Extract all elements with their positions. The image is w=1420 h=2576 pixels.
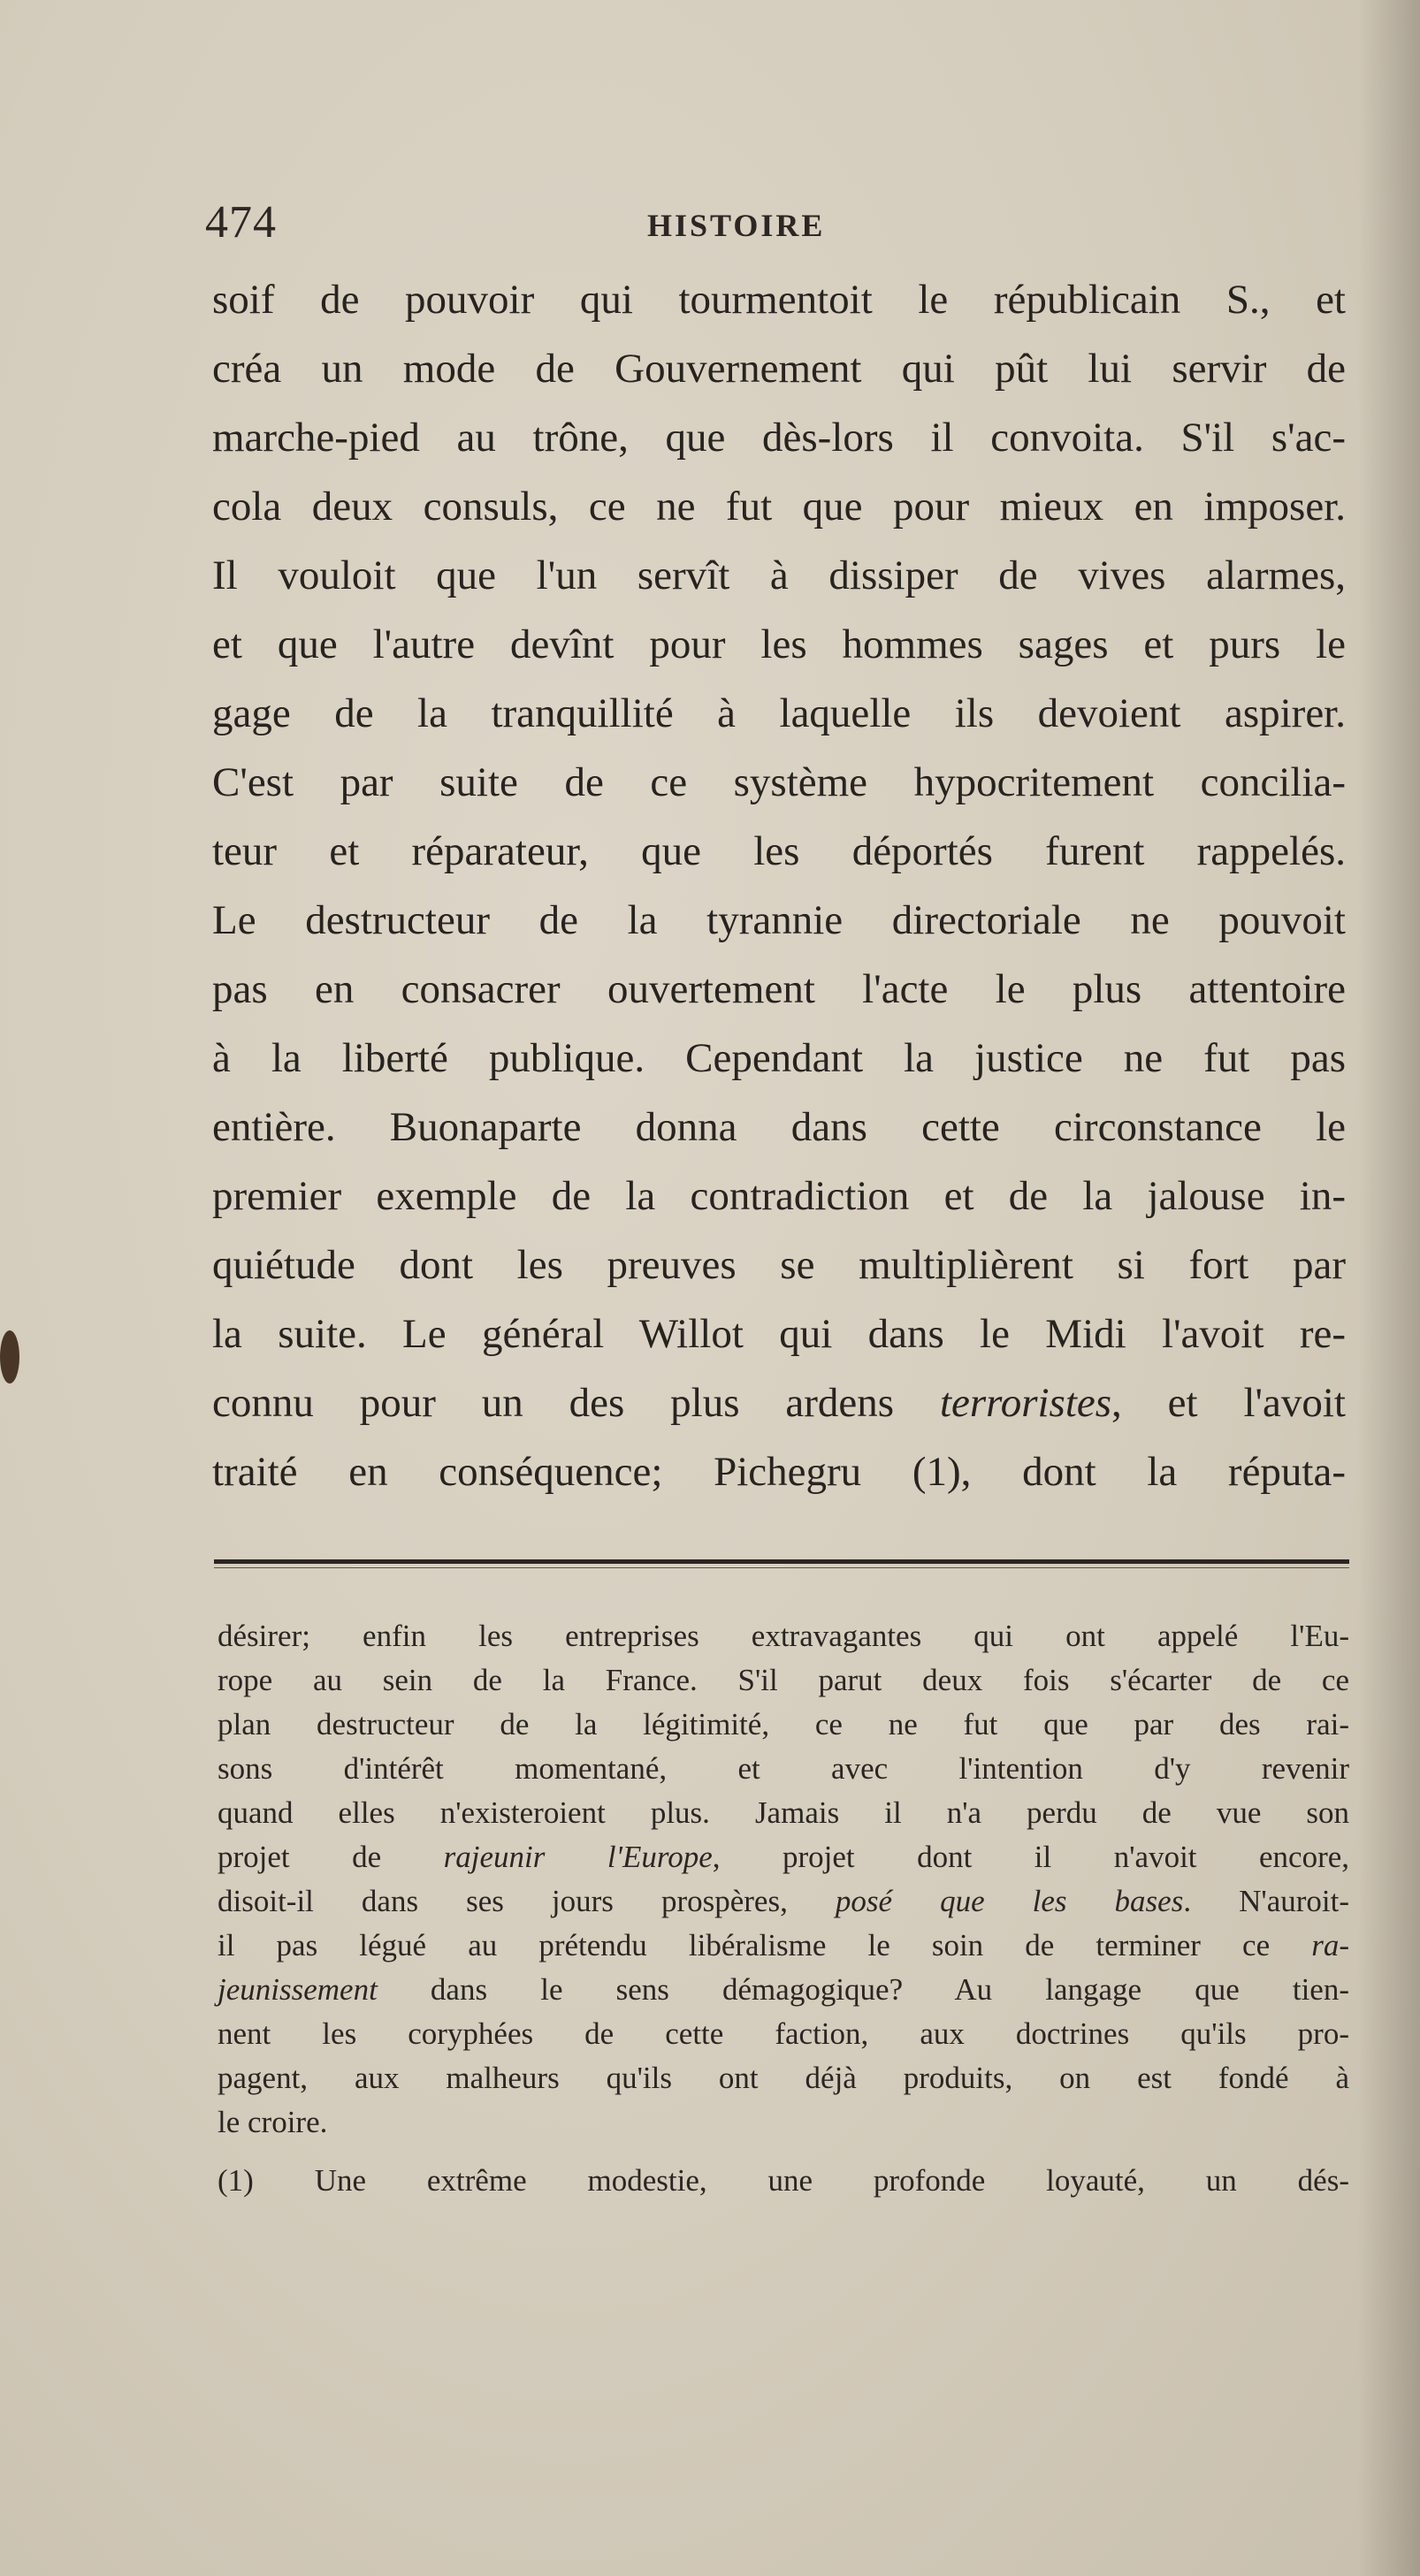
text-line: et que l'autre devînt pour les hommes sages et purs le bbox=[212, 621, 1346, 667]
italic-phrase: rajeunir l'Europe bbox=[443, 1840, 713, 1874]
footnote-line: (1) Une extrême modestie, une profonde loyauté, un dés- bbox=[218, 2163, 1349, 2198]
footnote-line: nent les coryphées de cette faction, aux doctrines qu'ils pro- bbox=[218, 2016, 1349, 2051]
footnote-line-with-italic bbox=[218, 1968, 1349, 2012]
page-header bbox=[205, 196, 1355, 258]
text-line: gage de la tranquillité à laquelle ils devoient aspirer. bbox=[212, 690, 1346, 736]
text-line-with-italic bbox=[212, 1368, 1346, 1437]
footnote-separator-rule bbox=[214, 1559, 1349, 1564]
footnote-line: rope au sein de la France. S'il parut deux fois s'écarter de ce bbox=[218, 1663, 1349, 1697]
ink-stain bbox=[0, 1330, 19, 1383]
footnote-block bbox=[218, 1614, 1349, 2203]
text-line: à la liberté publique. Cependant la justice ne fut pas bbox=[212, 1035, 1346, 1081]
text-segment: connu pour un des plus ardens bbox=[212, 1380, 940, 1426]
footnote-separator-thin-rule bbox=[214, 1567, 1349, 1568]
italic-phrase: posé que les bases bbox=[835, 1884, 1184, 1918]
text-line: créa un mode de Gouvernement qui pût lui servir de bbox=[212, 346, 1346, 392]
text-line: cola deux consuls, ce ne fut que pour mieux en imposer. bbox=[212, 484, 1346, 530]
running-title: HISTOIRE bbox=[647, 208, 826, 243]
italic-term: terroristes bbox=[939, 1380, 1112, 1426]
footnote-line-with-italic bbox=[218, 1924, 1349, 1968]
text-line: soif de pouvoir qui tourmentoit le républicain S., et bbox=[212, 277, 1346, 323]
text-line: entière. Buonaparte donna dans cette circonstance le bbox=[212, 1104, 1346, 1150]
text-segment: , et l'avoit bbox=[1111, 1380, 1346, 1426]
footnote-line: pagent, aux malheurs qu'ils ont déjà produits, on est fondé à bbox=[218, 2061, 1349, 2095]
text-line: teur et réparateur, que les déportés furent rappelés. bbox=[212, 828, 1346, 874]
text-segment: projet de bbox=[218, 1840, 444, 1874]
text-line: marche-pied au trône, que dès-lors il convoita. S'il s'ac- bbox=[212, 415, 1346, 461]
footnote-line: sons d'intérêt momentané, et avec l'intention d'y revenir bbox=[218, 1751, 1349, 1786]
text-line: C'est par suite de ce système hypocritement concilia- bbox=[212, 759, 1346, 805]
text-line: quiétude dont les preuves se multiplièrent si fort par bbox=[212, 1242, 1346, 1288]
main-text-block bbox=[212, 265, 1346, 1506]
text-segment: il pas légué au prétendu libéralisme le soin de terminer ce bbox=[218, 1928, 1312, 1962]
footnote-line: le croire. bbox=[218, 2105, 328, 2139]
footnote-line: quand elles n'existeroient plus. Jamais il n'a perdu de vue son bbox=[218, 1795, 1349, 1830]
footnote-line: désirer; enfin les entreprises extravagantes qui ont appelé l'Eu- bbox=[218, 1619, 1349, 1653]
footnote-line: plan destructeur de la légitimité, ce ne fut que par des rai- bbox=[218, 1707, 1349, 1741]
text-segment: . N'auroit- bbox=[1183, 1884, 1349, 1918]
text-line: traité en conséquence; Pichegru (1), dont la réputa- bbox=[212, 1449, 1346, 1495]
italic-phrase: jeunissement bbox=[218, 1972, 378, 2007]
text-segment: dans le sens démagogique? Au langage que tien- bbox=[377, 1972, 1349, 2007]
text-line: Il vouloit que l'un servît à dissiper de vives alarmes, bbox=[212, 553, 1346, 598]
text-line: premier exemple de la contradiction et de la jalouse in- bbox=[212, 1173, 1346, 1219]
footnote-line-with-italic bbox=[218, 1835, 1349, 1879]
text-line: la suite. Le général Willot qui dans le Midi l'avoit re- bbox=[212, 1311, 1346, 1357]
text-segment: , projet dont il n'avoit encore, bbox=[712, 1840, 1350, 1874]
italic-phrase: ra- bbox=[1311, 1928, 1349, 1962]
page-gutter-shadow bbox=[1358, 0, 1420, 2576]
text-line: Le destructeur de la tyrannie directoriale ne pouvoit bbox=[212, 897, 1346, 943]
footnote-line-with-italic bbox=[218, 1879, 1349, 1924]
text-line: pas en consacrer ouvertement l'acte le plus attentoire bbox=[212, 966, 1346, 1012]
text-segment: disoit-il dans ses jours prospères, bbox=[218, 1884, 836, 1918]
page-number: 474 bbox=[205, 197, 277, 248]
